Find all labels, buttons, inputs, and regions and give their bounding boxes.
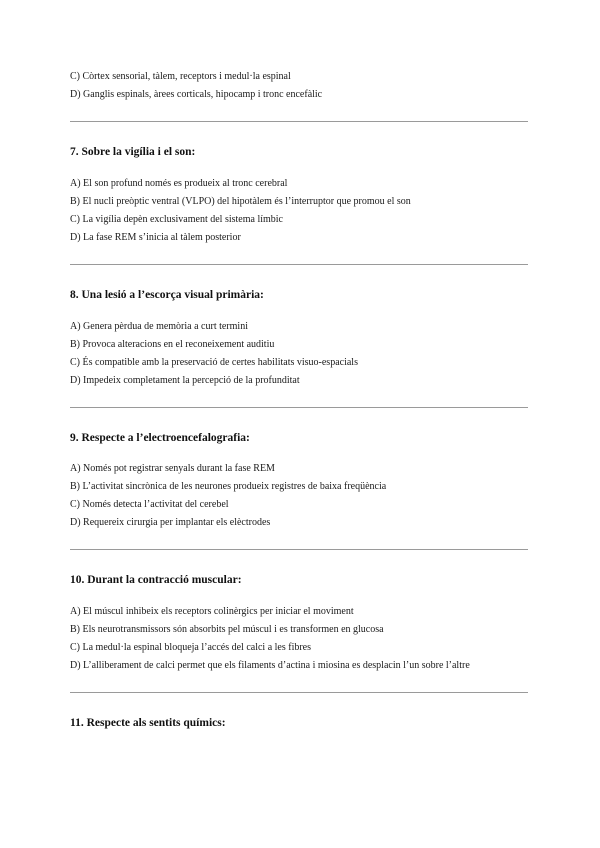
section-separator	[70, 692, 528, 693]
option-line: D) Requereix cirurgia per implantar els elèctrodes	[70, 517, 271, 529]
question-title: 10. Durant la contracció muscular:	[70, 574, 242, 587]
option-line: A) El son profund només es produeix al tronc cerebral	[70, 177, 288, 189]
question-block-10	[70, 574, 528, 672]
question-block-11	[70, 717, 528, 731]
question-title: 11. Respecte als sentits químics:	[70, 717, 226, 730]
option-line: D) Ganglis espinals, àrees corticals, hipocamp i tronc encefàlic	[70, 89, 323, 100]
question-block-7	[70, 146, 528, 244]
section-separator	[70, 407, 528, 408]
question-title: 9. Respecte a l’electroencefalografia:	[70, 431, 250, 444]
option-line: A) El múscul inhibeix els receptors colinèrgics per iniciar el moviment	[70, 606, 354, 618]
question-title: 8. Una lesió a l’escorça visual primària:	[70, 288, 264, 301]
section-separator	[70, 121, 528, 122]
question-block-8	[70, 289, 528, 387]
option-line: A) Només pot registrar senyals durant la fase REM	[70, 463, 275, 475]
option-line: D) Impedeix completament la percepció de la profunditat	[70, 374, 300, 386]
option-line: C) Només detecta l’activitat del cerebel	[70, 499, 229, 511]
question-block-9	[70, 432, 528, 530]
option-line: B) El nucli preòptic ventral (VLPO) del hipotàlem és l’interruptor que promou el son	[70, 195, 411, 207]
option-line: B) Els neurotransmissors són absorbits pel múscul i es transformen en glucosa	[70, 624, 384, 636]
option-line: C) Còrtex sensorial, tàlem, receptors i medul·la espinal	[70, 71, 291, 82]
option-line: D) L’alliberament de calci permet que els filaments d’actina i miosina es desplacin l’un sobre l’altre	[70, 660, 470, 672]
document-content	[70, 70, 528, 731]
option-line: C) La vigília depèn exclusivament del sistema límbic	[70, 213, 283, 225]
option-line: B) L’activitat sincrònica de les neurones produeix registres de baixa freqüència	[70, 481, 387, 493]
section-separator	[70, 264, 528, 265]
question-title: 7. Sobre la vigília i el son:	[70, 146, 196, 158]
section-separator	[70, 549, 528, 550]
option-line: A) Genera pèrdua de memòria a curt termini	[70, 320, 248, 332]
option-line: C) La medul·la espinal bloqueja l’accés del calci a les fibres	[70, 642, 312, 654]
option-line: D) La fase REM s’inicia al tàlem posterior	[70, 231, 241, 243]
option-line: C) És compatible amb la preservació de certes habilitats visuo-espacials	[70, 356, 358, 368]
option-line: B) Provoca alteracions en el reconeixement auditiu	[70, 338, 275, 350]
